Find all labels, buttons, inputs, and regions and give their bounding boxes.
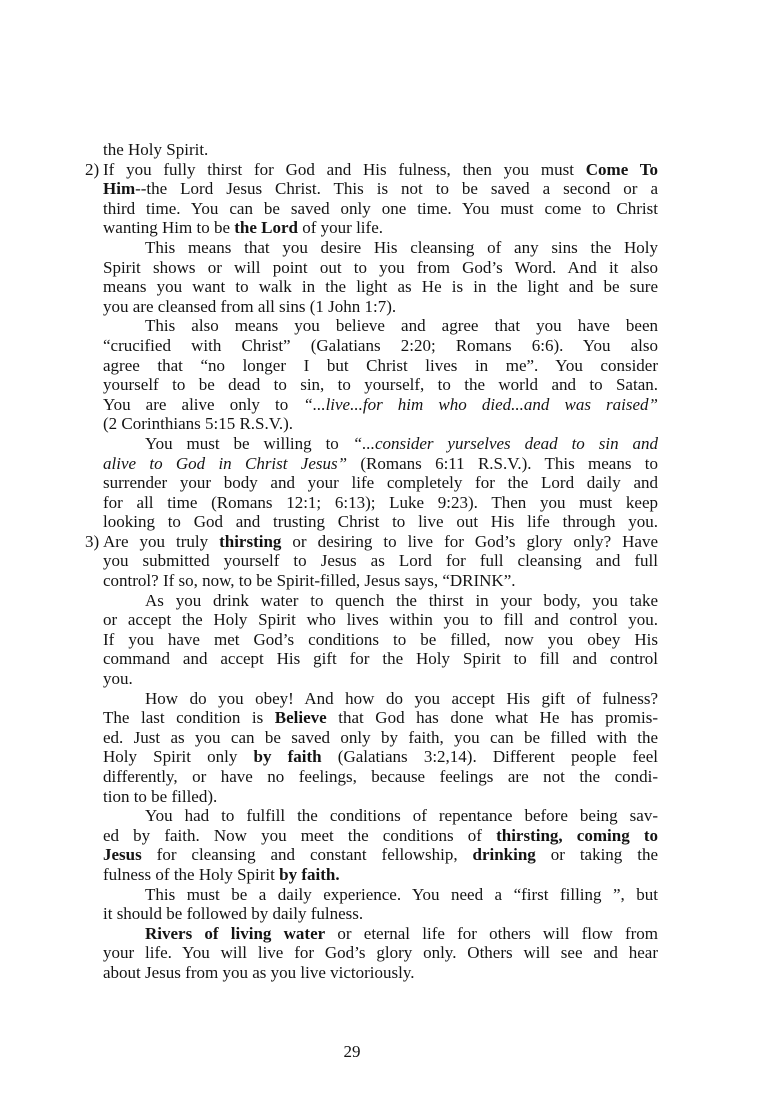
text-segment: tion to be filled).	[103, 786, 218, 806]
text-segment: looking to God and trusting Christ to live out His life through you.	[103, 512, 658, 532]
text-line	[103, 689, 658, 709]
text-segment: means you want to walk in the light as He is in the light and be sure	[103, 277, 658, 297]
text-segment: If you fully thirst for God and His fulness, then you must	[103, 159, 586, 179]
text-line	[103, 669, 658, 689]
text-line	[103, 199, 658, 219]
text-line	[103, 708, 658, 728]
text-segment: Holy Spirit only	[103, 747, 254, 767]
text-segment: or accept the Holy Spirit who lives within you to fill and control you.	[103, 610, 658, 630]
text-segment: You must be willing to	[145, 433, 353, 453]
text-segment: This must be a daily experience. You need a “first filling ”, but	[145, 884, 658, 904]
text-line	[103, 473, 658, 493]
italic-text: “...consider yurselves dead to sin and	[352, 433, 659, 453]
text-segment: third time. You can be saved only one time. You must come to Christ	[103, 198, 658, 218]
text-segment: --the Lord Jesus Christ. This is not to be saved a second or a	[135, 179, 658, 199]
text-segment: You had to fulfill the conditions of repentance before being sav-	[145, 806, 658, 826]
text-segment: control? If so, now, to be Spirit-filled, Jesus says, “DRINK”.	[103, 571, 516, 591]
text-line	[103, 277, 658, 297]
text-line	[103, 493, 658, 513]
text-line	[103, 551, 658, 571]
text-segment: about Jesus from you as you live victoriously.	[103, 962, 415, 982]
text-segment: or eternal life for others will flow from	[325, 923, 659, 943]
text-segment: This means that you desire His cleansing of any sins the Holy	[145, 237, 658, 257]
text-segment: for cleansing and constant fellowship,	[141, 845, 473, 865]
bold-text: Him	[103, 179, 136, 199]
text-segment: If you have met God’s conditions to be filled, now you obey His	[103, 629, 658, 649]
page-body	[85, 140, 659, 983]
text-line	[103, 258, 658, 278]
text-line	[103, 630, 658, 650]
text-line	[103, 747, 658, 767]
text-line	[103, 140, 658, 160]
text-segment: This also means you believe and agree that you have been	[145, 316, 658, 336]
text-segment: Are you truly	[103, 531, 220, 551]
text-line	[103, 395, 658, 415]
text-line	[103, 787, 658, 807]
text-segment: for all time (Romans 12:1; 6:13); Luke 9:23). Then you must keep	[103, 492, 658, 512]
text-line	[103, 865, 658, 885]
bold-text: by faith	[253, 747, 322, 767]
text-segment: command and accept His gift for the Holy Spirit to fill and control	[103, 649, 658, 669]
text-segment: (Romans 6:11 R.S.V.). This means to	[347, 453, 658, 473]
text-segment: your life. You will live for God’s glory only. Others will see and hear	[103, 943, 658, 963]
text-line	[103, 885, 658, 905]
text-segment: fulness of the Holy Spirit	[103, 864, 280, 884]
text-segment: wanting Him to be	[103, 218, 235, 238]
list-number: 2)	[85, 159, 100, 179]
text-line	[103, 336, 658, 356]
text-segment: you.	[103, 669, 133, 689]
text-segment: you are cleansed from all sins (1 John 1:7).	[103, 296, 397, 316]
bold-text: thirsting	[219, 531, 282, 551]
bold-text: Jesus	[103, 845, 142, 865]
text-line	[103, 904, 658, 924]
text-segment: yourself to be dead to sin, to yourself, to the world and to Satan.	[103, 375, 658, 395]
text-segment: The last condition is	[103, 708, 275, 728]
text-segment: surrender your body and your life completely for the Lord daily and	[103, 473, 658, 493]
text-segment: “crucified with Christ” (Galatians 2:20; Romans 6:6). You also	[103, 335, 658, 355]
text-line	[103, 218, 658, 238]
text-segment: As you drink water to quench the thirst in your body, you take	[145, 590, 658, 610]
text-line	[103, 649, 658, 669]
bold-text: drinking	[472, 845, 536, 865]
bold-text: Rivers of living water	[145, 923, 326, 943]
text-line	[103, 806, 658, 826]
bold-text: by faith.	[279, 864, 340, 884]
text-line	[103, 297, 658, 317]
text-line	[103, 963, 658, 983]
bold-text: Come To	[585, 159, 658, 179]
text-line	[103, 238, 658, 258]
text-line	[103, 591, 658, 611]
text-line	[103, 924, 658, 944]
text-segment: the Holy Spirit.	[103, 140, 209, 159]
text-line	[103, 179, 658, 199]
text-line	[103, 571, 658, 591]
text-line	[103, 512, 658, 532]
bold-text: Believe	[274, 708, 327, 728]
text-line	[103, 610, 658, 630]
text-segment: Spirit shows or will point out to you from God’s Word. And it also	[103, 257, 658, 277]
text-segment: it should be followed by daily fulness.	[103, 904, 364, 924]
text-line	[103, 414, 658, 434]
text-segment: or taking the	[535, 845, 658, 865]
text-segment: ed by faith. Now you meet the conditions of	[103, 825, 497, 845]
text-segment: of your life.	[298, 218, 383, 238]
text-segment: (Galatians 3:2,14). Different people feel	[321, 747, 658, 767]
text-line	[103, 454, 658, 474]
italic-text: alive to God in Christ Jesus”	[103, 453, 348, 473]
list-number: 3)	[85, 531, 100, 551]
text-line	[103, 845, 658, 865]
text-line	[103, 728, 658, 748]
text-line	[103, 316, 658, 336]
text-line	[103, 434, 658, 454]
text-segment: ed. Just as you can be saved only by faith, you can be filled with the	[103, 727, 658, 747]
text-line	[103, 826, 658, 846]
text-line	[103, 943, 658, 963]
text-segment: agree that “no longer I but Christ lives in me”. You consider	[103, 355, 658, 375]
text-line	[103, 375, 658, 395]
text-line	[85, 531, 659, 552]
text-line	[103, 767, 658, 787]
page-number: 29	[343, 1042, 361, 1061]
text-segment: differently, or have no feelings, because feelings are not the condi-	[103, 767, 658, 786]
text-line	[85, 159, 658, 180]
text-segment: or desiring to live for God’s glory only? Have	[281, 531, 659, 551]
text-segment: How do you obey! And how do you accept His gift of fulness?	[145, 688, 658, 708]
text-line	[103, 356, 658, 376]
italic-text: “...live...for him who died...and was raised”	[303, 394, 658, 414]
bold-text: thirsting, coming to	[496, 825, 658, 845]
text-segment: you submitted yourself to Jesus as Lord for full cleansing and full	[103, 551, 658, 571]
text-segment: that God has done what He has promis-	[326, 708, 659, 728]
text-segment: You are alive only to	[103, 394, 304, 414]
bold-text: the Lord	[234, 218, 299, 238]
text-segment: (2 Corinthians 5:15 R.S.V.).	[103, 414, 294, 434]
